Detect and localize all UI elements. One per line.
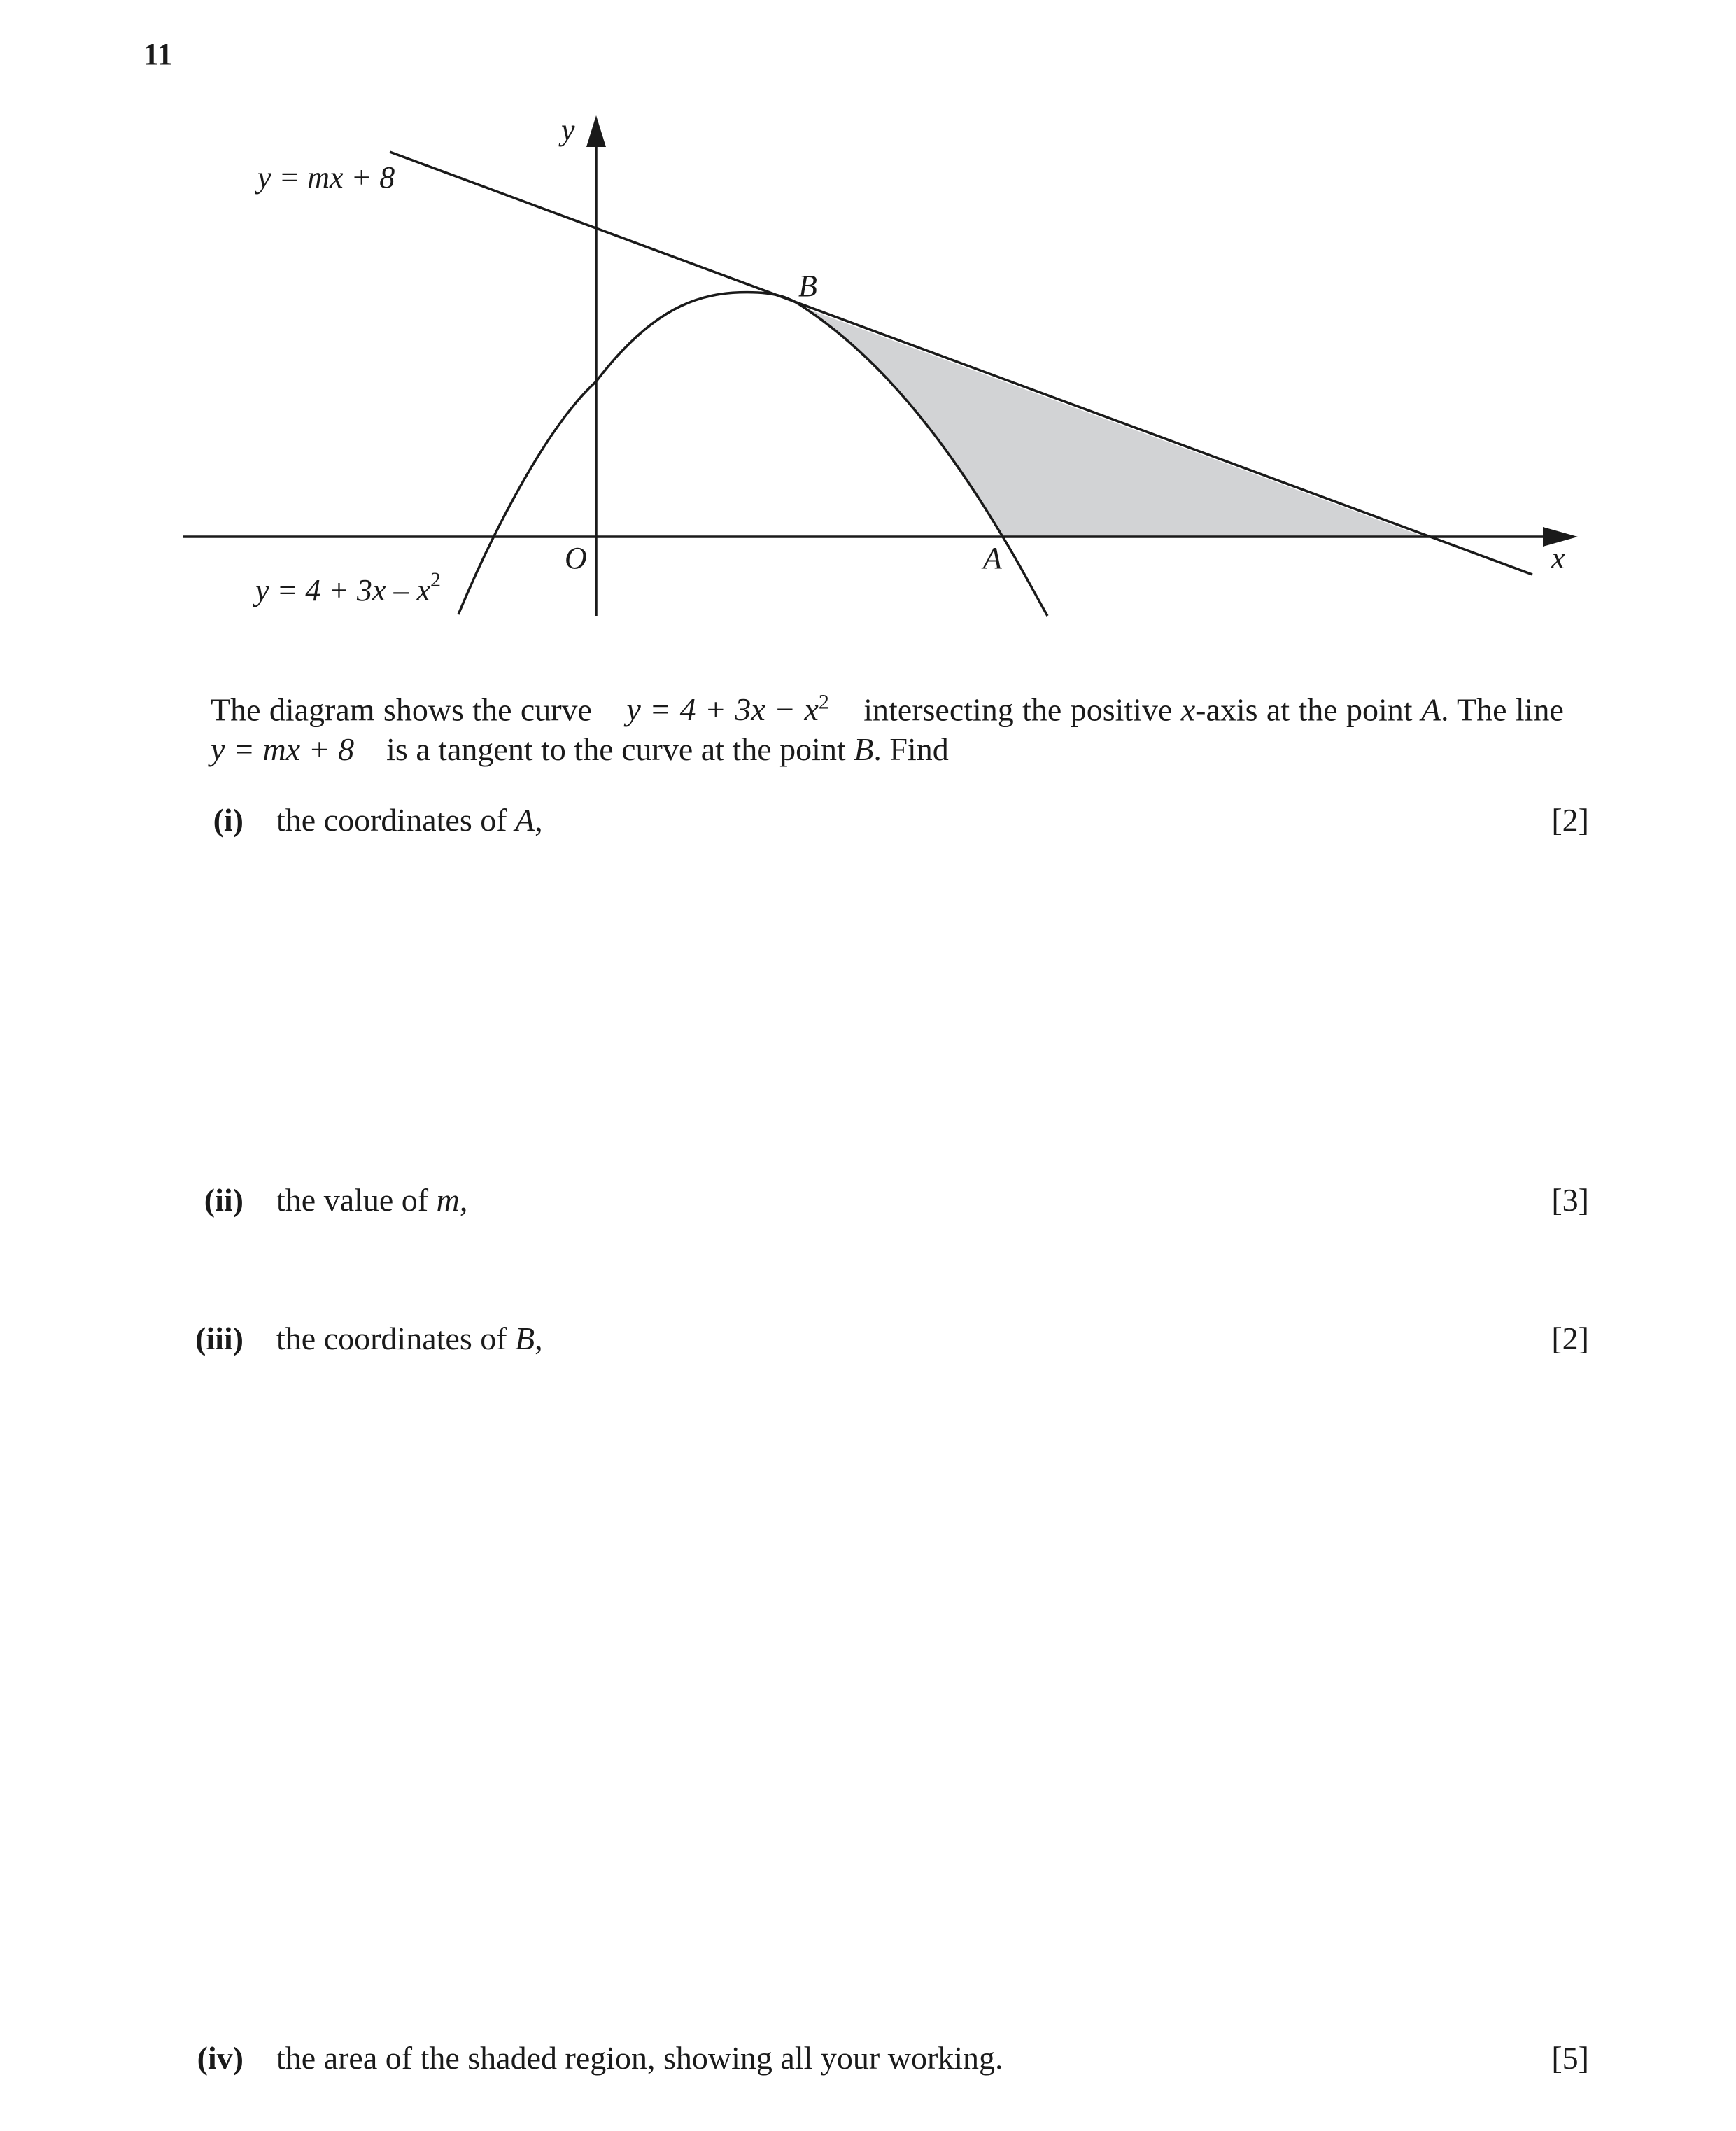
intro-text-2: intersecting the positive: [863, 691, 1173, 728]
part-label: (iii): [195, 1321, 244, 1356]
part-variable: B: [515, 1321, 535, 1356]
point-b-label: B: [798, 269, 817, 303]
intro-text-4: -axis at the point: [1195, 691, 1413, 728]
curve-equation-text: y = 4 + 3x – x: [255, 573, 430, 607]
intro-text-7: is a tangent to the curve at the point: [386, 731, 846, 768]
part-iv: [0, 2039, 1736, 2081]
part-i: [0, 801, 1736, 843]
part-text: the coordinates of A,: [276, 802, 543, 838]
part-text: the value of m,: [276, 1182, 468, 1218]
curve-equation: $y = 4 + 3x - x^2$: [626, 691, 829, 728]
origin-label: O: [565, 541, 587, 575]
curve-exponent: 2: [818, 691, 829, 714]
line-equation: y = mx + 8: [211, 731, 355, 768]
part-text: the coordinates of B,: [276, 1321, 543, 1356]
x-axis-label: x: [1551, 541, 1565, 575]
part-text: the area of the shaded region, showing all your working.: [276, 2040, 1003, 2076]
question-number: 11: [143, 37, 173, 71]
part-marks: [5]: [1551, 2040, 1589, 2076]
line-equation-label: y = mx + 8: [257, 160, 395, 195]
curve-equation-label: [253, 568, 441, 607]
part-variable: m: [436, 1182, 460, 1218]
y-axis-arrow: [586, 115, 606, 147]
part-variable: A: [515, 802, 535, 838]
point-a-label: A: [983, 541, 1002, 575]
shaded-region: [805, 308, 1424, 537]
curve-equation-exponent: 2: [430, 568, 441, 591]
part-marks: [2]: [1551, 802, 1589, 838]
part-label: (ii): [204, 1182, 244, 1218]
intro-var-b: B: [854, 731, 874, 768]
intro-text-9: . Find: [873, 731, 949, 768]
part-marks: [2]: [1551, 1321, 1589, 1356]
part-marks: [3]: [1551, 1182, 1589, 1218]
part-iii: [0, 1320, 1736, 1362]
intro-text-1: The diagram shows the curve: [211, 691, 592, 728]
part-ii: [0, 1181, 1736, 1223]
question-intro: [211, 682, 1589, 769]
tangent-line: [390, 152, 1532, 575]
y-axis-label: y: [561, 113, 575, 147]
intro-text-6: . The line: [1441, 691, 1564, 728]
diagram: [0, 0, 1736, 644]
part-label: (iv): [197, 2040, 244, 2076]
intro-var-a: A: [1420, 691, 1441, 728]
intro-var-x: x: [1180, 691, 1196, 728]
part-label: (i): [213, 802, 244, 838]
